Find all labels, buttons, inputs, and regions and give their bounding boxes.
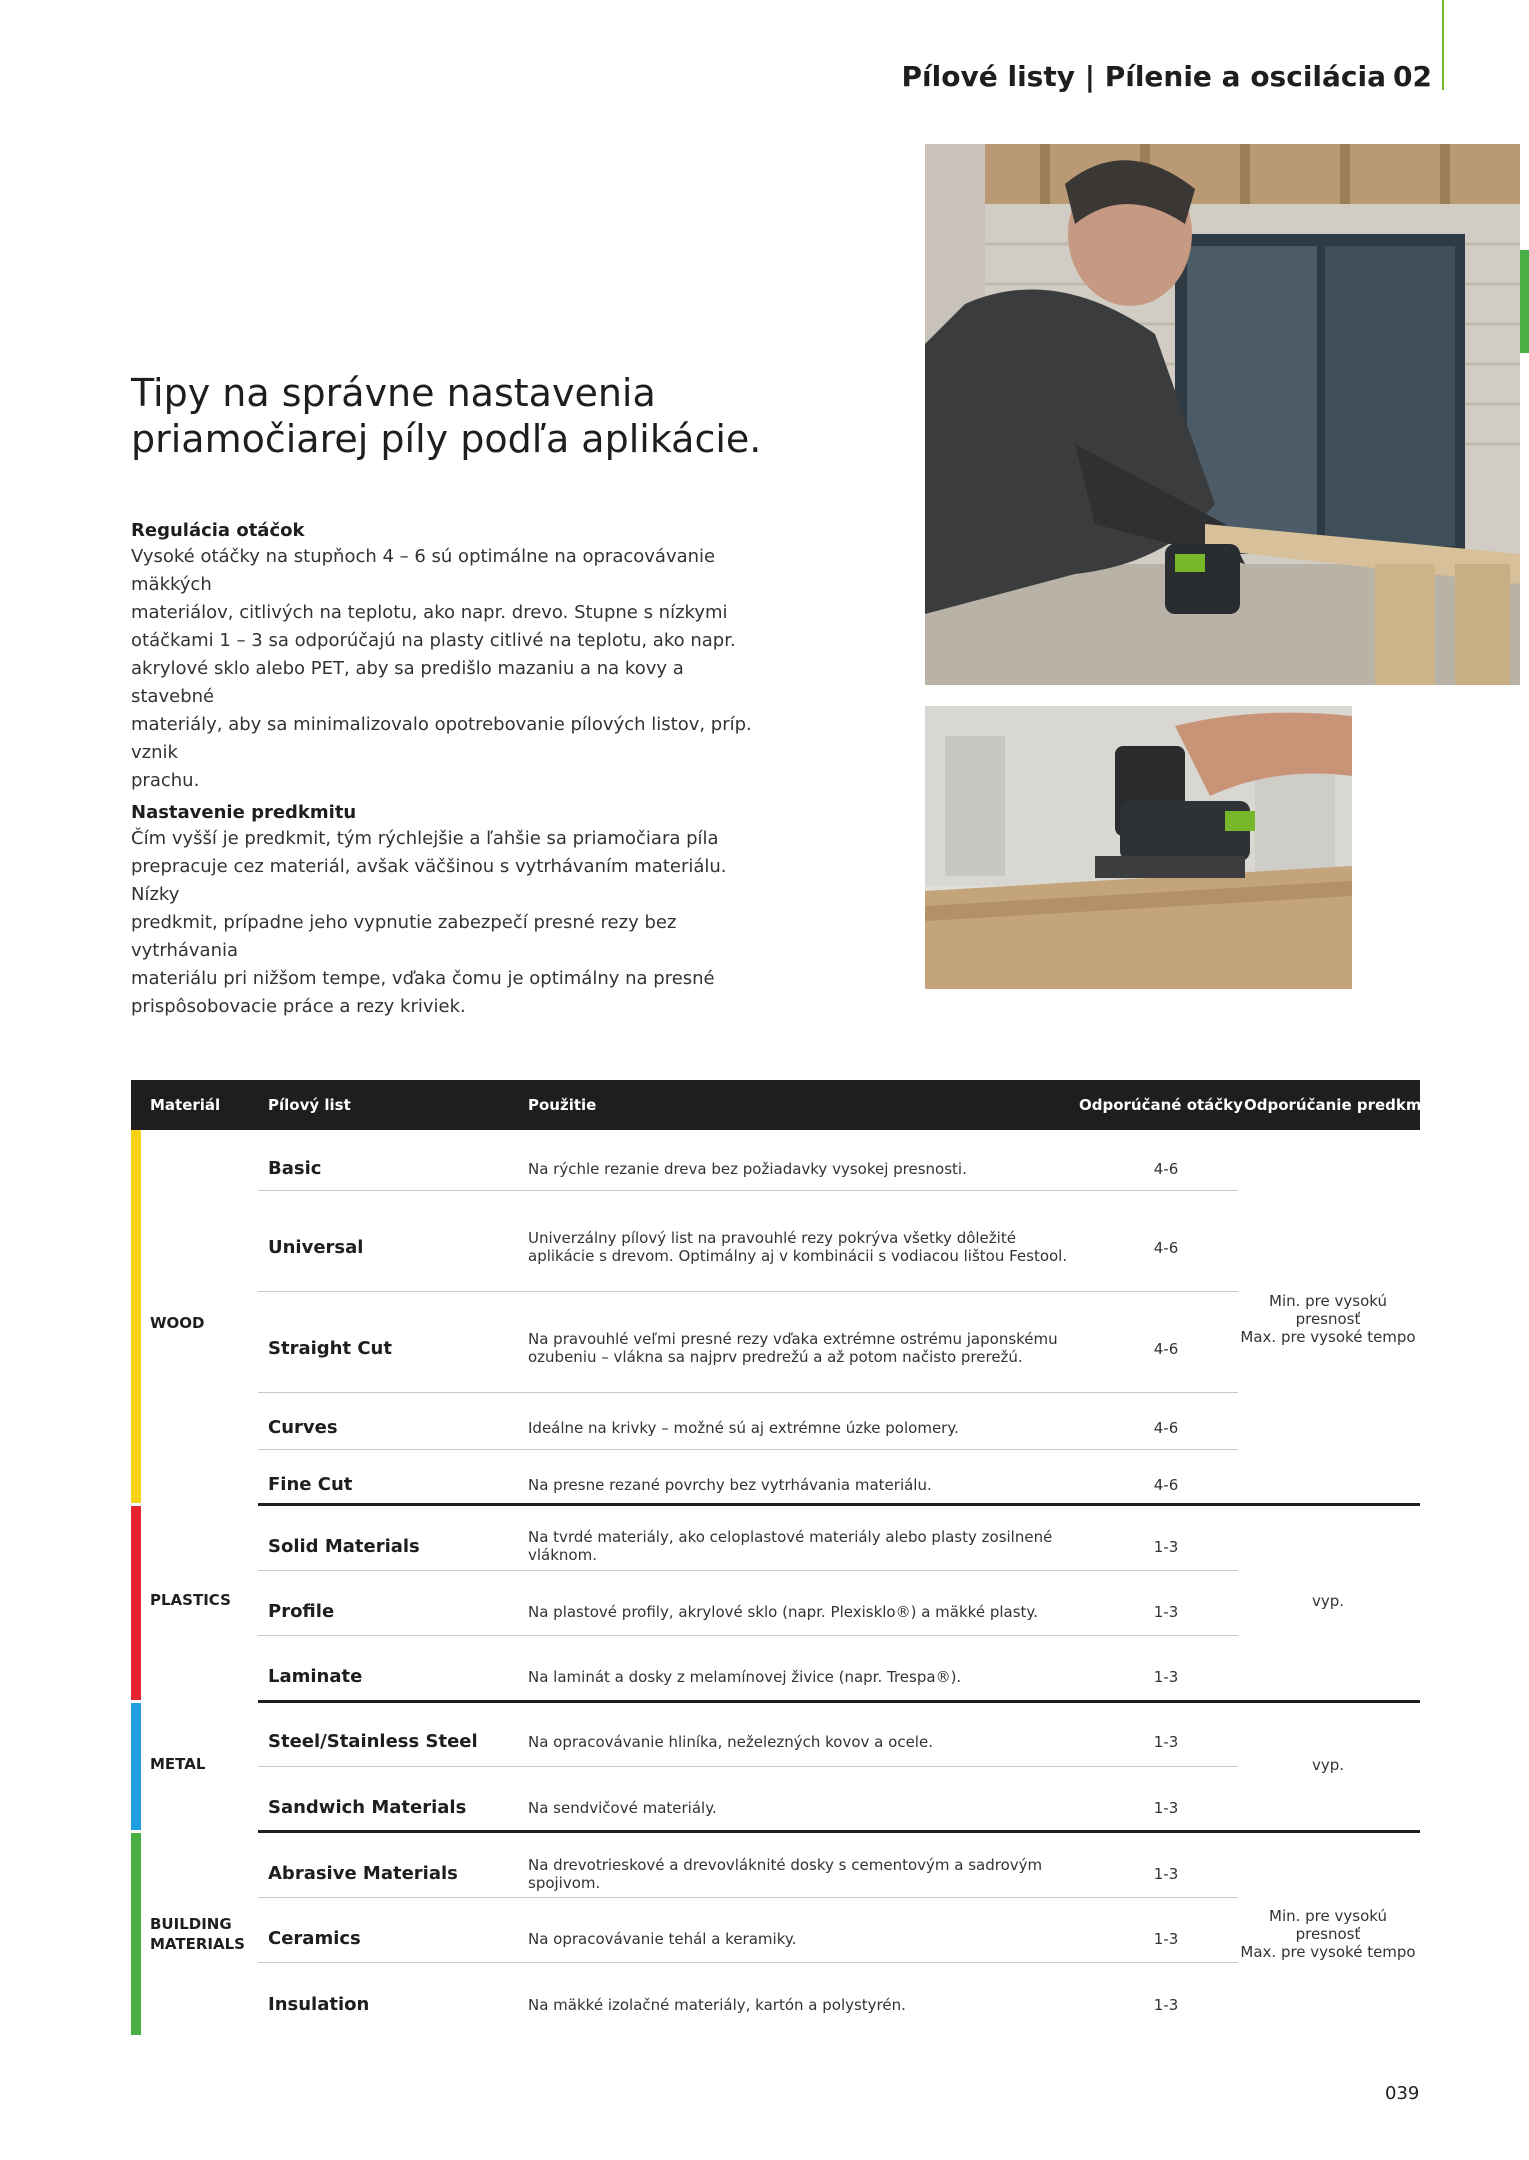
recommendation-line: Max. pre vysoké tempo xyxy=(1240,1328,1416,1346)
usage-line: Na plastové profily, akrylové sklo (napr. Plexisklo®) a mäkké plasty. xyxy=(528,1603,1038,1621)
blade-speed: 1-3 xyxy=(1153,1930,1179,1948)
blade-usage xyxy=(528,1996,1068,2014)
body-line: materiály, aby sa minimalizovalo opotrebovanie pílových listov, príp. vznik xyxy=(131,714,752,763)
section-title: Regulácia otáčok xyxy=(131,520,305,541)
blade-usage xyxy=(528,1528,1068,1564)
recommendation-line: vyp. xyxy=(1311,1756,1345,1774)
group-label-building-materials xyxy=(150,1914,245,1954)
header-blade: Pílový list xyxy=(268,1096,351,1114)
usage-line: Na rýchle rezanie dreva bez požiadavky vysokej presnosti. xyxy=(528,1160,967,1178)
usage-line: Na opracovávanie tehál a keramiky. xyxy=(528,1930,797,1948)
blade-speed: 1-3 xyxy=(1153,1538,1179,1556)
header-usage: Použitie xyxy=(528,1096,597,1114)
table-header xyxy=(131,1080,1445,1130)
blade-speed: 4-6 xyxy=(1153,1419,1179,1437)
running-header-title: Pílové listy | Pílenie a oscilácia xyxy=(901,60,1386,93)
photo-worker-jigsaw-illustration xyxy=(925,144,1520,685)
group-label-plastics: PLASTICS xyxy=(150,1591,231,1609)
body-line: prachu. xyxy=(131,770,200,791)
blade-name: Curves xyxy=(268,1417,338,1438)
row-divider xyxy=(258,1897,1238,1898)
stroke-recommendation-plastics xyxy=(1236,1592,1420,1610)
blade-usage xyxy=(528,1733,1068,1751)
header-accent-rule xyxy=(1442,0,1444,90)
usage-line: Na sendvičové materiály. xyxy=(528,1799,717,1817)
blade-name: Fine Cut xyxy=(268,1474,353,1495)
row-divider xyxy=(258,1766,1238,1767)
blade-speed: 4-6 xyxy=(1153,1476,1179,1494)
row-divider xyxy=(258,1635,1238,1636)
blade-speed: 1-3 xyxy=(1153,1865,1179,1883)
body-line: predkmit, prípadne jeho vypnutie zabezpečí presné rezy bez vytrhávania xyxy=(131,912,677,961)
group-label-line: MATERIALS xyxy=(150,1935,245,1953)
blade-usage xyxy=(528,1799,1068,1817)
usage-line: Ideálne na krivky – možné sú aj extrémne úzke polomery. xyxy=(528,1419,959,1437)
body-line: prepracuje cez materiál, avšak väčšinou s vytrhávaním materiálu. Nízky xyxy=(131,856,727,905)
usage-line: Na tvrdé materiály, ako celoplastové materiály alebo plasty zosilnené xyxy=(528,1528,1053,1546)
blade-name: Sandwich Materials xyxy=(268,1797,467,1818)
usage-line: Univerzálny pílový list na pravouhlé rezy pokrýva všetky dôležité xyxy=(528,1229,1016,1247)
blade-speed: 1-3 xyxy=(1153,1668,1179,1686)
blade-name: Straight Cut xyxy=(268,1338,392,1359)
blade-name: Universal xyxy=(268,1237,364,1258)
recommendation-line: presnosť xyxy=(1295,1925,1361,1943)
section-speed-control xyxy=(131,520,771,795)
group-color-bar-building-materials xyxy=(131,1833,141,2035)
blade-usage xyxy=(528,1330,1068,1366)
group-label-line: BUILDING xyxy=(150,1915,232,1933)
group-color-bar-metal xyxy=(131,1703,141,1830)
group-divider xyxy=(258,1700,1420,1703)
blade-name: Ceramics xyxy=(268,1928,361,1949)
usage-line: vláknom. xyxy=(528,1546,597,1564)
group-divider xyxy=(258,1830,1420,1833)
blade-usage xyxy=(528,1930,1068,1948)
stroke-recommendation-building-materials xyxy=(1236,1907,1420,1961)
blade-name: Insulation xyxy=(268,1994,370,2015)
row-divider xyxy=(258,1190,1238,1191)
blade-speed: 1-3 xyxy=(1153,1733,1179,1751)
photo-jigsaw-closeup xyxy=(925,706,1352,989)
group-label-metal: METAL xyxy=(150,1755,206,1773)
stroke-recommendation-metal xyxy=(1236,1756,1420,1774)
body-line: otáčkami 1 – 3 sa odporúčajú na plasty citlivé na teplotu, ako napr. xyxy=(131,630,736,651)
group-color-bar-wood xyxy=(131,1130,141,1503)
section-body xyxy=(131,543,771,795)
photo-jigsaw-closeup-illustration xyxy=(925,706,1352,989)
body-line: materiálu pri nižšom tempe, vďaka čomu je optimálny na presné xyxy=(131,968,715,989)
blade-usage xyxy=(528,1603,1068,1621)
group-color-bar-plastics xyxy=(131,1506,141,1700)
usage-line: aplikácie s drevom. Optimálny aj v kombinácii s vodiacou lištou Festool. xyxy=(528,1247,1068,1265)
blade-usage xyxy=(528,1419,1068,1437)
body-line: Vysoké otáčky na stupňoch 4 – 6 sú optimálne na opracovávanie mäkkých xyxy=(131,546,716,595)
section-title: Nastavenie predkmitu xyxy=(131,802,357,823)
blade-speed: 1-3 xyxy=(1153,1996,1179,2014)
body-line: materiálov, citlivých na teplotu, ako napr. drevo. Stupne s nízkymi xyxy=(131,602,728,623)
blade-name: Solid Materials xyxy=(268,1536,420,1557)
group-divider xyxy=(258,1503,1420,1506)
blade-speed: 4-6 xyxy=(1153,1340,1179,1358)
chapter-number: 02 xyxy=(1393,60,1432,93)
blade-name: Steel/Stainless Steel xyxy=(268,1731,478,1752)
blade-speed: 1-3 xyxy=(1153,1603,1179,1621)
blade-name: Basic xyxy=(268,1158,322,1179)
usage-line: Na presne rezané povrchy bez vytrhávania materiálu. xyxy=(528,1476,932,1494)
blade-speed: 4-6 xyxy=(1153,1239,1179,1257)
body-line: Čím vyšší je predkmit, tým rýchlejšie a ľahšie sa priamočiara píla xyxy=(131,828,719,849)
row-divider xyxy=(258,1449,1238,1450)
blade-usage xyxy=(528,1668,1068,1686)
blade-speed: 1-3 xyxy=(1153,1799,1179,1817)
blade-usage xyxy=(528,1229,1068,1265)
usage-line: ozubeniu – vlákna sa najprv predrežú a až potom načisto prerežú. xyxy=(528,1348,1023,1366)
section-body xyxy=(131,825,771,1021)
stroke-recommendation-wood xyxy=(1236,1292,1420,1346)
row-divider xyxy=(258,1570,1238,1571)
usage-line: Na mäkké izolačné materiály, kartón a polystyrén. xyxy=(528,1996,906,2014)
usage-line: Na pravouhlé veľmi presné rezy vďaka extrémne ostrému japonskému xyxy=(528,1330,1058,1348)
row-divider xyxy=(258,1291,1238,1292)
page-number: 039 xyxy=(1385,2083,1420,2104)
group-label-wood: WOOD xyxy=(150,1314,205,1332)
usage-line: Na opracovávanie hliníka, neželezných kovov a ocele. xyxy=(528,1733,933,1751)
body-line: akrylové sklo alebo PET, aby sa predišlo mazaniu a na kovy a stavebné xyxy=(131,658,684,707)
usage-line: Na drevotrieskové a drevovláknité dosky s cementovým a sadrovým xyxy=(528,1856,1043,1874)
row-divider xyxy=(258,1962,1238,1963)
recommendation-line: Max. pre vysoké tempo xyxy=(1240,1943,1416,1961)
recommendation-line: vyp. xyxy=(1311,1592,1345,1610)
blade-speed: 4-6 xyxy=(1153,1160,1179,1178)
blade-usage xyxy=(528,1160,1068,1178)
blade-name: Laminate xyxy=(268,1666,363,1687)
header-stroke: Odporúčanie predkmitu xyxy=(1244,1096,1445,1114)
recommendation-line: Min. pre vysokú xyxy=(1269,1292,1387,1310)
body-line: prispôsobovacie práce a rezy kriviek. xyxy=(131,996,466,1017)
usage-line: Na laminát a dosky z melamínovej živice (napr. Trespa®). xyxy=(528,1668,962,1686)
recommendation-line: Min. pre vysokú xyxy=(1269,1907,1387,1925)
recommendation-line: presnosť xyxy=(1295,1310,1361,1328)
header-speed: Odporúčané otáčky xyxy=(1079,1096,1243,1114)
blade-name: Abrasive Materials xyxy=(268,1863,458,1884)
page-headline: Tipy na správne nastavenia priamočiarej píly podľa aplikácie. xyxy=(131,371,762,461)
blade-usage xyxy=(528,1476,1068,1494)
photo-worker-jigsaw xyxy=(925,144,1520,685)
blade-usage xyxy=(528,1856,1068,1892)
header-material: Materiál xyxy=(150,1096,221,1114)
row-divider xyxy=(258,1392,1238,1393)
usage-line: spojivom. xyxy=(528,1874,601,1892)
blade-name: Profile xyxy=(268,1601,335,1622)
section-pendulum-setting xyxy=(131,802,771,1021)
